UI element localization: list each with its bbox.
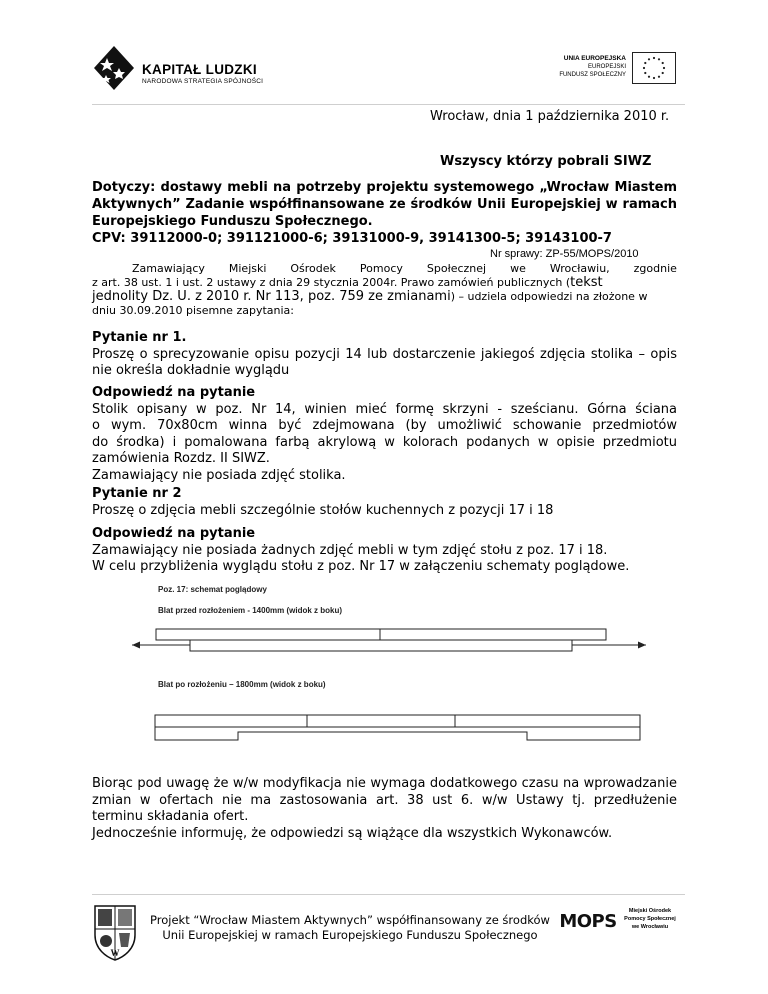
- intro-word: Społecznej: [426, 262, 487, 275]
- footer-divider: [92, 894, 685, 895]
- footer-text: [150, 913, 550, 943]
- intro-line-2: [92, 276, 677, 290]
- intro-word: Ośrodek: [290, 262, 336, 275]
- addressee: Wszyscy którzy pobrali SIWZ: [440, 154, 652, 169]
- mops-caption-line: Pomocy Społecznej: [624, 916, 676, 922]
- answer-2: [92, 526, 677, 576]
- answer-1-line: o wym. 70x80cm winna być zdejmowana (by umożliwić schowanie przedmiotów: [92, 418, 677, 433]
- eu-fund-text: [536, 55, 626, 79]
- mops-logo-icon: [558, 905, 618, 935]
- answer-1-line: Zamawiający nie posiada zdjęć stolika.: [92, 467, 346, 483]
- table-folded-diagram: [130, 625, 650, 665]
- kapital-ludzki-logo-icon: [92, 44, 136, 92]
- intro-word: zgodnie: [633, 262, 677, 275]
- answer-1: [92, 385, 677, 484]
- intro-word: Pomocy: [359, 262, 403, 275]
- intro-text: tekst: [570, 275, 603, 290]
- question-1-heading: Pytanie nr 1.: [92, 330, 187, 345]
- question-2: [92, 486, 677, 519]
- svg-text:W: W: [110, 948, 120, 958]
- closing-line: zmian w ofertach nie ma zastosowania art. 38 ust 6. w/w Ustawy tj. przedłużenie: [92, 792, 677, 808]
- eu-line1: UNIA EUROPEJSKA: [563, 55, 626, 62]
- question-2-line: Proszę o zdjęcia mebli szczególnie stołów kuchennych z pozycji 17 i 18: [92, 502, 554, 518]
- intro-text: jednolity Dz. U. z 2010 r. Nr 113, poz. 759 ze zmianami: [92, 289, 451, 304]
- answer-1-heading: Odpowiedź na pytanie: [92, 385, 256, 400]
- question-1: [92, 330, 677, 380]
- mops-caption-line: we Wrocławiu: [631, 924, 669, 930]
- answer-2-line: Zamawiający nie posiada żadnych zdjęć mebli w tym zdjęć stołu z poz. 17 i 18.: [92, 542, 608, 558]
- kapital-ludzki-title: KAPITAŁ LUDZKI: [142, 62, 257, 77]
- mops-caption-line: Miejski Ośrodek: [628, 908, 672, 914]
- diagram-title: Poz. 17: schemat poglądowy: [158, 585, 267, 594]
- eu-flag-icon: [632, 52, 676, 84]
- intro-paragraph: [92, 262, 677, 318]
- diagram-label-after: Blat po rozłożeniu – 1800mm (widok z boku): [158, 680, 326, 689]
- intro-word: Miejski: [228, 262, 267, 275]
- answer-1-line: Stolik opisany w poz. Nr 14, winien mieć formę skrzyni - sześcianu. Górna ściana: [92, 401, 677, 417]
- answer-1-line: do środka) i pomalowana farbą akrylową w kolorach podanych w opisie przedmiotu: [92, 434, 677, 450]
- intro-word: Wrocławiu,: [549, 262, 610, 275]
- subject-block: [92, 179, 677, 247]
- subject-line: Aktywnych” Zadanie współfinansowane ze środków Unii Europejskiej w ramach: [92, 197, 677, 212]
- intro-line-3: [92, 290, 677, 304]
- answer-2-heading: Odpowiedź na pytanie: [92, 526, 256, 541]
- wroclaw-coat-of-arms-icon: [92, 903, 138, 961]
- case-number: Nr sprawy: ZP-55/MOPS/2010: [490, 248, 639, 260]
- closing-line: Biorąc pod uwagę że w/w modyfikacja nie wymaga dodatkowego czasu na wprowadzanie: [92, 776, 677, 791]
- footer-line-1: Projekt “Wrocław Miastem Aktywnych” współfinansowany ze środków: [150, 913, 550, 927]
- closing-line: terminu składania ofert.: [92, 809, 249, 824]
- eu-line2: EUROPEJSKI: [587, 64, 626, 70]
- intro-line-1: [92, 262, 677, 276]
- closing-paragraph: [92, 776, 677, 842]
- closing-line: Jednocześnie informuję, że odpowiedzi są wiążące dla wszystkich Wykonawców.: [92, 825, 613, 841]
- intro-text: z art. 38 ust. 1 i ust. 2 ustawy z dnia 29 stycznia 2004r. Prawo zamówień publicznych (: [92, 276, 571, 289]
- footer-line-2: Unii Europejskiej w ramach Europejskiego Funduszu Społecznego: [162, 928, 538, 942]
- header-divider: [92, 104, 685, 105]
- intro-word: we: [510, 262, 526, 275]
- eu-line3: FUNDUSZ SPOŁECZNY: [559, 72, 626, 78]
- kapital-ludzki-subtitle: NARODOWA STRATEGIA SPÓJNOŚCI: [142, 78, 264, 85]
- intro-text: ) – udziela odpowiedzi na złożone w: [450, 290, 648, 303]
- intro-line-4: dniu 30.09.2010 pisemne zapytania:: [92, 304, 294, 317]
- mops-caption: [622, 907, 678, 931]
- question-2-heading: Pytanie nr 2: [92, 486, 182, 501]
- subject-line: Dotyczy: dostawy mebli na potrzeby projektu systemowego „Wrocław Miastem: [92, 180, 677, 195]
- answer-2-line: W celu przybliżenia wyglądu stołu z poz. Nr 17 w załączeniu schematy poglądowe.: [92, 559, 630, 574]
- question-1-line: nie określa dokładnie wyglądu: [92, 363, 290, 378]
- mops-logo-text: MOPS: [559, 911, 617, 932]
- diagram-label-before: Blat przed rozłożeniem - 1400mm (widok z boku): [158, 606, 343, 615]
- subject-line: Europejskiego Funduszu Społecznego.: [92, 214, 373, 229]
- question-1-line: Proszę o sprecyzowanie opisu pozycji 14 lub dostarczenie jakiegoś zdjęcia stolika – opis: [92, 346, 677, 362]
- intro-word: Zamawiający: [132, 262, 205, 275]
- cpv-line: CPV: 39112000-0; 391121000-6; 39131000-9, 39141300-5; 39143100-7: [92, 231, 612, 246]
- table-extended-diagram: [150, 710, 650, 744]
- date-line: Wrocław, dnia 1 października 2010 r.: [430, 109, 670, 124]
- answer-1-line: zamówienia Rozdz. II SIWZ.: [92, 451, 270, 466]
